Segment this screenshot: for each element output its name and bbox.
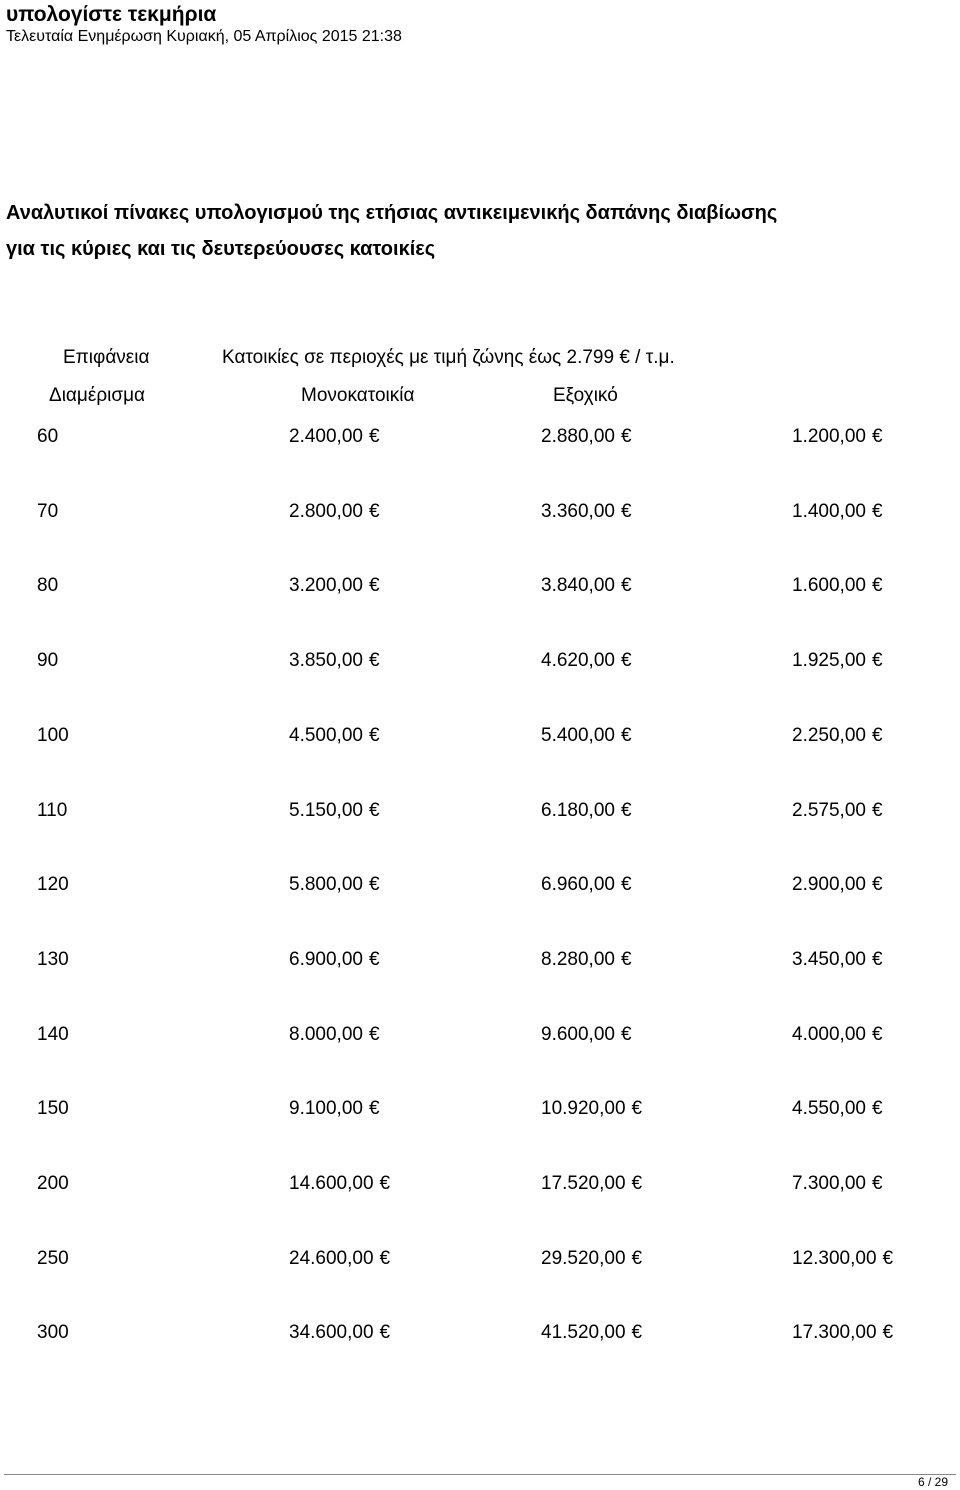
cell-apartment xyxy=(289,648,380,674)
cell-apartment-value: 24.600,00 xyxy=(289,1248,374,1269)
cell-detached xyxy=(541,798,632,824)
cell-detached xyxy=(541,872,632,898)
currency-symbol: € xyxy=(871,949,883,970)
currency-symbol: € xyxy=(882,1248,894,1269)
currency-symbol: € xyxy=(620,575,632,596)
cell-luxury-value: 1.400,00 xyxy=(792,501,866,522)
currency-symbol: € xyxy=(871,501,883,522)
cell-area xyxy=(37,1022,69,1048)
cell-apartment xyxy=(289,947,380,973)
cell-area-value: 140 xyxy=(37,1024,69,1045)
column-header-area: Επιφάνεια xyxy=(63,347,150,368)
cell-luxury xyxy=(792,1320,893,1346)
currency-symbol: € xyxy=(620,501,632,522)
cell-area-value: 60 xyxy=(37,426,59,447)
currency-symbol: € xyxy=(871,1098,883,1119)
cell-area-value: 130 xyxy=(37,949,69,970)
cell-apartment-value: 3.200,00 xyxy=(289,575,363,596)
cell-luxury xyxy=(792,872,883,898)
table-row xyxy=(0,499,960,525)
currency-symbol: € xyxy=(368,501,380,522)
table-row xyxy=(0,723,960,749)
cell-luxury-value: 1.200,00 xyxy=(792,426,866,447)
cell-luxury-value: 12.300,00 xyxy=(792,1248,877,1269)
cell-area xyxy=(37,872,69,898)
cell-area xyxy=(37,1171,69,1197)
cell-luxury-value: 4.550,00 xyxy=(792,1098,866,1119)
cell-detached-value: 41.520,00 xyxy=(541,1322,626,1343)
cell-apartment-value: 2.400,00 xyxy=(289,426,363,447)
cell-apartment xyxy=(289,499,380,525)
cell-area xyxy=(37,1096,69,1122)
cell-apartment-value: 34.600,00 xyxy=(289,1322,374,1343)
cell-luxury-value: 4.000,00 xyxy=(792,1024,866,1045)
cell-apartment-value: 4.500,00 xyxy=(289,725,363,746)
cell-luxury xyxy=(792,424,883,450)
currency-symbol: € xyxy=(871,1173,883,1194)
cell-area-value: 110 xyxy=(37,800,68,821)
currency-symbol: € xyxy=(871,1024,883,1045)
cell-area xyxy=(37,573,58,599)
currency-symbol: € xyxy=(631,1322,643,1343)
currency-symbol: € xyxy=(620,800,632,821)
cell-luxury xyxy=(792,648,883,674)
cell-luxury-value: 1.600,00 xyxy=(792,575,866,596)
cell-apartment-value: 14.600,00 xyxy=(289,1173,374,1194)
cell-detached-value: 3.840,00 xyxy=(541,575,615,596)
cell-area-value: 120 xyxy=(37,874,69,895)
cell-detached-value: 10.920,00 xyxy=(541,1098,626,1119)
cell-apartment-value: 5.800,00 xyxy=(289,874,363,895)
cell-detached xyxy=(541,1022,632,1048)
cell-apartment xyxy=(289,798,380,824)
cell-luxury-value: 2.900,00 xyxy=(792,874,866,895)
cell-luxury xyxy=(792,1096,883,1122)
cell-detached xyxy=(541,1096,642,1122)
cell-area-value: 200 xyxy=(37,1173,69,1194)
cell-luxury xyxy=(792,798,883,824)
currency-symbol: € xyxy=(368,575,380,596)
column-header-detached: Μονοκατοικία xyxy=(301,385,415,406)
cell-luxury xyxy=(792,573,883,599)
currency-symbol: € xyxy=(620,949,632,970)
cell-detached-value: 5.400,00 xyxy=(541,725,615,746)
table-row xyxy=(0,1022,960,1048)
table-row xyxy=(0,648,960,674)
last-updated-date: Τελευταία Ενημέρωση Κυριακή, 05 Απρίλιος 2015 21:38 xyxy=(6,28,402,45)
currency-symbol: € xyxy=(620,725,632,746)
cell-detached xyxy=(541,648,632,674)
cell-apartment-value: 6.900,00 xyxy=(289,949,363,970)
cell-detached xyxy=(541,424,632,450)
currency-symbol: € xyxy=(379,1173,391,1194)
currency-symbol: € xyxy=(368,1024,380,1045)
currency-symbol: € xyxy=(871,874,883,895)
currency-symbol: € xyxy=(631,1173,643,1194)
table-row xyxy=(0,1246,960,1272)
currency-symbol: € xyxy=(379,1248,391,1269)
cell-area xyxy=(37,1246,69,1272)
cell-detached-value: 6.960,00 xyxy=(541,874,615,895)
currency-symbol: € xyxy=(368,1098,380,1119)
cell-detached-value: 4.620,00 xyxy=(541,650,615,671)
cell-apartment xyxy=(289,1022,380,1048)
cell-area-value: 100 xyxy=(37,725,69,746)
cell-area-value: 70 xyxy=(37,501,59,522)
cell-area-value: 300 xyxy=(37,1322,69,1343)
currency-symbol: € xyxy=(368,426,380,447)
cell-apartment-value: 5.150,00 xyxy=(289,800,363,821)
currency-symbol: € xyxy=(379,1322,391,1343)
column-header-luxury: Εξοχικό xyxy=(553,385,618,406)
currency-symbol: € xyxy=(368,650,380,671)
page-heading-line-1: Αναλυτικοί πίνακες υπολογισμού της ετήσιας αντικειμενικής δαπάνης διαβίωσης xyxy=(6,202,778,224)
currency-symbol: € xyxy=(871,426,883,447)
cell-luxury-value: 7.300,00 xyxy=(792,1173,866,1194)
cell-detached xyxy=(541,1320,642,1346)
cell-detached-value: 3.360,00 xyxy=(541,501,615,522)
cell-luxury xyxy=(792,947,883,973)
cell-detached xyxy=(541,723,632,749)
cell-luxury xyxy=(792,499,883,525)
currency-symbol: € xyxy=(620,1024,632,1045)
cell-apartment xyxy=(289,1171,390,1197)
cell-area xyxy=(37,723,69,749)
cell-detached-value: 29.520,00 xyxy=(541,1248,626,1269)
cell-luxury xyxy=(792,723,883,749)
cell-luxury xyxy=(792,1171,883,1197)
cell-area xyxy=(37,1320,69,1346)
cell-area xyxy=(37,947,69,973)
cell-apartment-value: 8.000,00 xyxy=(289,1024,363,1045)
table-row xyxy=(0,573,960,599)
cell-detached-value: 8.280,00 xyxy=(541,949,615,970)
cell-detached xyxy=(541,573,632,599)
cell-apartment-value: 3.850,00 xyxy=(289,650,363,671)
currency-symbol: € xyxy=(620,426,632,447)
cell-detached xyxy=(541,499,632,525)
page-heading xyxy=(6,195,946,267)
cell-area xyxy=(37,424,58,450)
table-row xyxy=(0,424,960,450)
cell-luxury-value: 1.925,00 xyxy=(792,650,866,671)
column-header-apartment: Διαμέρισμα xyxy=(49,385,146,406)
currency-symbol: € xyxy=(620,874,632,895)
currency-symbol: € xyxy=(871,650,883,671)
table-row xyxy=(0,1096,960,1122)
currency-symbol: € xyxy=(882,1322,894,1343)
currency-symbol: € xyxy=(620,650,632,671)
cell-detached xyxy=(541,1246,642,1272)
cell-luxury-value: 2.575,00 xyxy=(792,800,866,821)
cell-apartment xyxy=(289,1320,390,1346)
cell-area xyxy=(37,499,58,525)
currency-symbol: € xyxy=(368,949,380,970)
table-row xyxy=(0,1320,960,1346)
currency-symbol: € xyxy=(631,1098,643,1119)
cell-detached-value: 6.180,00 xyxy=(541,800,615,821)
cell-area-value: 80 xyxy=(37,575,59,596)
currency-symbol: € xyxy=(871,575,883,596)
site-title[interactable]: υπολογίστε τεκμήρια xyxy=(6,3,217,26)
table-row xyxy=(0,947,960,973)
cell-apartment xyxy=(289,872,380,898)
cell-detached-value: 17.520,00 xyxy=(541,1173,626,1194)
table-row xyxy=(0,872,960,898)
table-row xyxy=(0,798,960,824)
cell-apartment xyxy=(289,1096,380,1122)
cell-apartment xyxy=(289,723,380,749)
cell-area-value: 250 xyxy=(37,1248,69,1269)
cell-luxury-value: 3.450,00 xyxy=(792,949,866,970)
currency-symbol: € xyxy=(871,800,883,821)
cell-detached-value: 2.880,00 xyxy=(541,426,615,447)
cell-area xyxy=(37,798,67,824)
cell-apartment xyxy=(289,424,380,450)
cell-area-value: 90 xyxy=(37,650,59,671)
page-number: 6 / 29 xyxy=(917,1475,948,1489)
footer-divider xyxy=(4,1474,956,1475)
cell-area-value: 150 xyxy=(37,1098,69,1119)
cell-apartment-value: 9.100,00 xyxy=(289,1098,363,1119)
cell-detached-value: 9.600,00 xyxy=(541,1024,615,1045)
currency-symbol: € xyxy=(368,725,380,746)
page-heading-line-2: για τις κύριες και τις δευτερεύουσες κατοικίες xyxy=(6,238,436,260)
currency-symbol: € xyxy=(871,725,883,746)
cell-luxury xyxy=(792,1246,893,1272)
cell-luxury-value: 2.250,00 xyxy=(792,725,866,746)
cell-detached xyxy=(541,947,632,973)
currency-symbol: € xyxy=(631,1248,643,1269)
currency-symbol: € xyxy=(368,800,380,821)
cell-apartment xyxy=(289,573,380,599)
table-row xyxy=(0,1171,960,1197)
cell-luxury xyxy=(792,1022,883,1048)
cell-detached xyxy=(541,1171,642,1197)
cell-apartment-value: 2.800,00 xyxy=(289,501,363,522)
column-header-zone: Κατοικίες σε περιοχές με τιμή ζώνης έως 2.799 € / τ.μ. xyxy=(222,347,675,368)
currency-symbol: € xyxy=(368,874,380,895)
cell-area xyxy=(37,648,58,674)
cell-luxury-value: 17.300,00 xyxy=(792,1322,877,1343)
cell-apartment xyxy=(289,1246,390,1272)
